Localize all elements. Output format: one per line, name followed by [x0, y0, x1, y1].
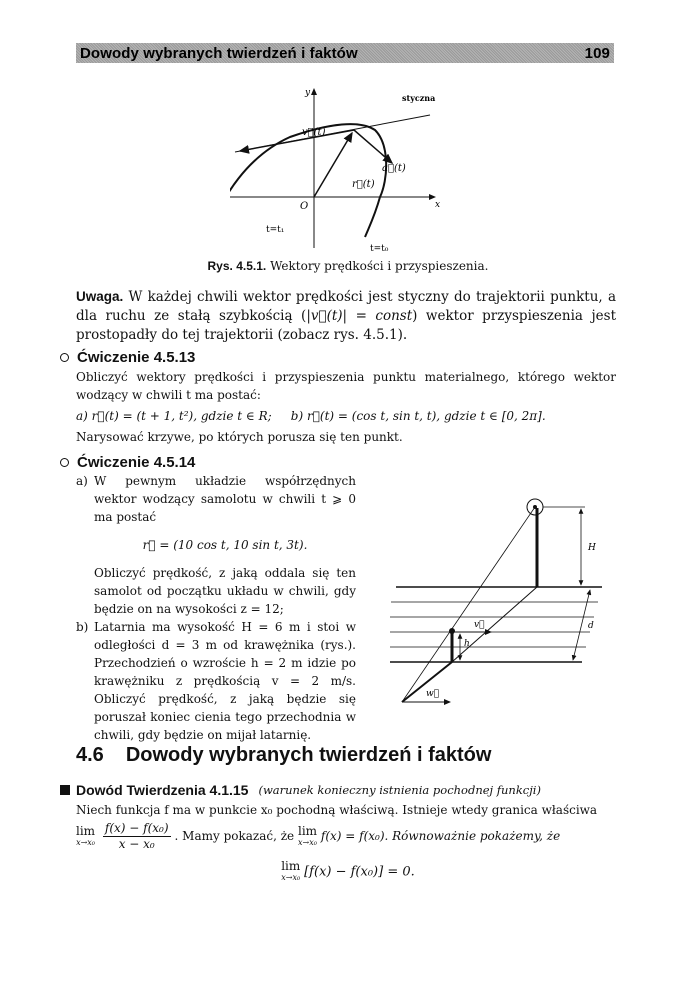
- svg-text:x: x: [435, 200, 441, 210]
- svg-text:a⃗(t): a⃗(t): [382, 163, 406, 174]
- limit-expression: lim x→x₀: [76, 823, 96, 847]
- svg-text:h: h: [464, 639, 470, 649]
- svg-text:t=t₀: t=t₀: [370, 244, 389, 254]
- limit-expression: lim x→x₀: [281, 859, 301, 882]
- svg-text:t=t₁: t=t₁: [266, 225, 285, 235]
- svg-text:w⃗: w⃗: [426, 689, 440, 699]
- proof-title: Dowód Twierdzenia 4.1.15: [76, 782, 249, 798]
- figure-caption: [0, 259, 696, 273]
- difference-quotient: $\frac{\text{f(x) − f(x₀)}}{\text{x − x₀}}$: [104, 821, 169, 851]
- part-b: b) r⃗(t) = (cos t, sin t, t), gdzie t ∈ [0, 2π].: [290, 409, 546, 423]
- remark-label: Uwaga.: [76, 289, 124, 304]
- svg-text:O: O: [300, 201, 309, 212]
- exercise-4-5-13-heading: Ćwiczenie 4.5.13: [60, 349, 195, 366]
- final-equation: lim x→x₀ [f(x) − f(x₀)] = 0.: [281, 859, 415, 882]
- proof-body: [76, 801, 616, 852]
- svg-text:H: H: [588, 543, 596, 553]
- svg-text:d: d: [588, 621, 594, 631]
- running-head: [76, 43, 614, 63]
- circle-bullet-icon: [60, 458, 69, 467]
- part-a: a) W pewnym układzie współrzędnych wektor wodzący samolotu w chwili t ⩾ 0 ma postać r⃗ = (10 cos t, 10 sin t, 3t). Obliczyć prędkość, z jaką oddala się ten samolot od początku układu w chwili, gdy będzie on na wysokości z = 12;: [76, 474, 356, 616]
- proof-heading: [60, 782, 541, 798]
- exercise-intro: Obliczyć wektory prędkości i przyspieszenia punktu materialnego, którego wektor wodzący w chwili t ma postać:: [76, 370, 616, 402]
- figure-lamp-shadow: [390, 490, 620, 720]
- plane-position-formula: r⃗ = (10 cos t, 10 sin t, 3t).: [142, 538, 308, 552]
- caption-number: Rys. 4.5.1.: [207, 259, 267, 273]
- square-bullet-icon: [60, 785, 70, 795]
- speed-formula: |v⃗(t)| = const: [306, 308, 413, 324]
- exercise-outro: Narysować krzywe, po których porusza się ten punkt.: [76, 430, 403, 444]
- exercise-4-5-14-body: [76, 472, 356, 744]
- part-a: a) r⃗(t) = (t + 1, t²), gdzie t ∈ R;: [76, 409, 272, 423]
- remark-paragraph: Uwaga. W każdej chwili wektor prędkości jest styczny do trajektorii punktu, a dla ruchu ze stałą szybkością (|v⃗(t)| = const) wektor przyspieszenia jest prostopadły do tej trajektorii (zobacz rys. 4.5.1).: [76, 289, 617, 343]
- svg-text:styczna: styczna: [402, 93, 436, 103]
- figure-velocity-acceleration: [230, 85, 470, 255]
- running-head-title: Dowody wybranych twierdzeń i faktów: [80, 44, 358, 62]
- proof-subtitle: (warunek konieczny istnienia pochodnej funkcji): [258, 783, 541, 797]
- exercise-4-5-14-heading: Ćwiczenie 4.5.14: [60, 454, 195, 471]
- svg-text:v⃗: v⃗: [474, 620, 485, 630]
- exercise-parts: [76, 407, 616, 425]
- section-title: Dowody wybranych twierdzeń i faktów: [125, 744, 492, 766]
- caption-text: Wektory prędkości i przyspieszenia.: [270, 259, 489, 273]
- section-heading: [76, 744, 491, 767]
- part-b: b) Latarnia ma wysokość H = 6 m i stoi w odległości d = 3 m od krawężnika (rys.). Przechodzień o wzroście h = 2 m idzie po krawężniku z prędkością v = 2 m/s. Obliczyć prędkość, z jaką będzie się poruszał koniec cienia tego przechodnia w chwili, gdy będzie on mijał latarnię.: [76, 620, 356, 742]
- proof-line-2: lim x→x₀ $\frac{\text{f(x) − f(x₀)}}{\text{x − x₀}}$ . Mamy pokazać, że lim x→x₀ f(x) = f(x₀). Równoważnie pokażemy, że: [76, 821, 561, 851]
- svg-text:v⃗(t): v⃗(t): [302, 127, 326, 138]
- svg-text:r⃗(t): r⃗(t): [352, 179, 375, 190]
- section-number: 4.6: [76, 744, 104, 766]
- svg-text:y: y: [305, 88, 311, 98]
- page-number: 109: [584, 44, 610, 62]
- circle-bullet-icon: [60, 353, 69, 362]
- proof-line-1: Niech funkcja f ma w punkcie x₀ pochodną właściwą. Istnieje wtedy granica właściwa: [76, 803, 598, 817]
- limit-expression: lim x→x₀: [297, 823, 318, 847]
- exercise-4-5-13-body: [76, 368, 616, 446]
